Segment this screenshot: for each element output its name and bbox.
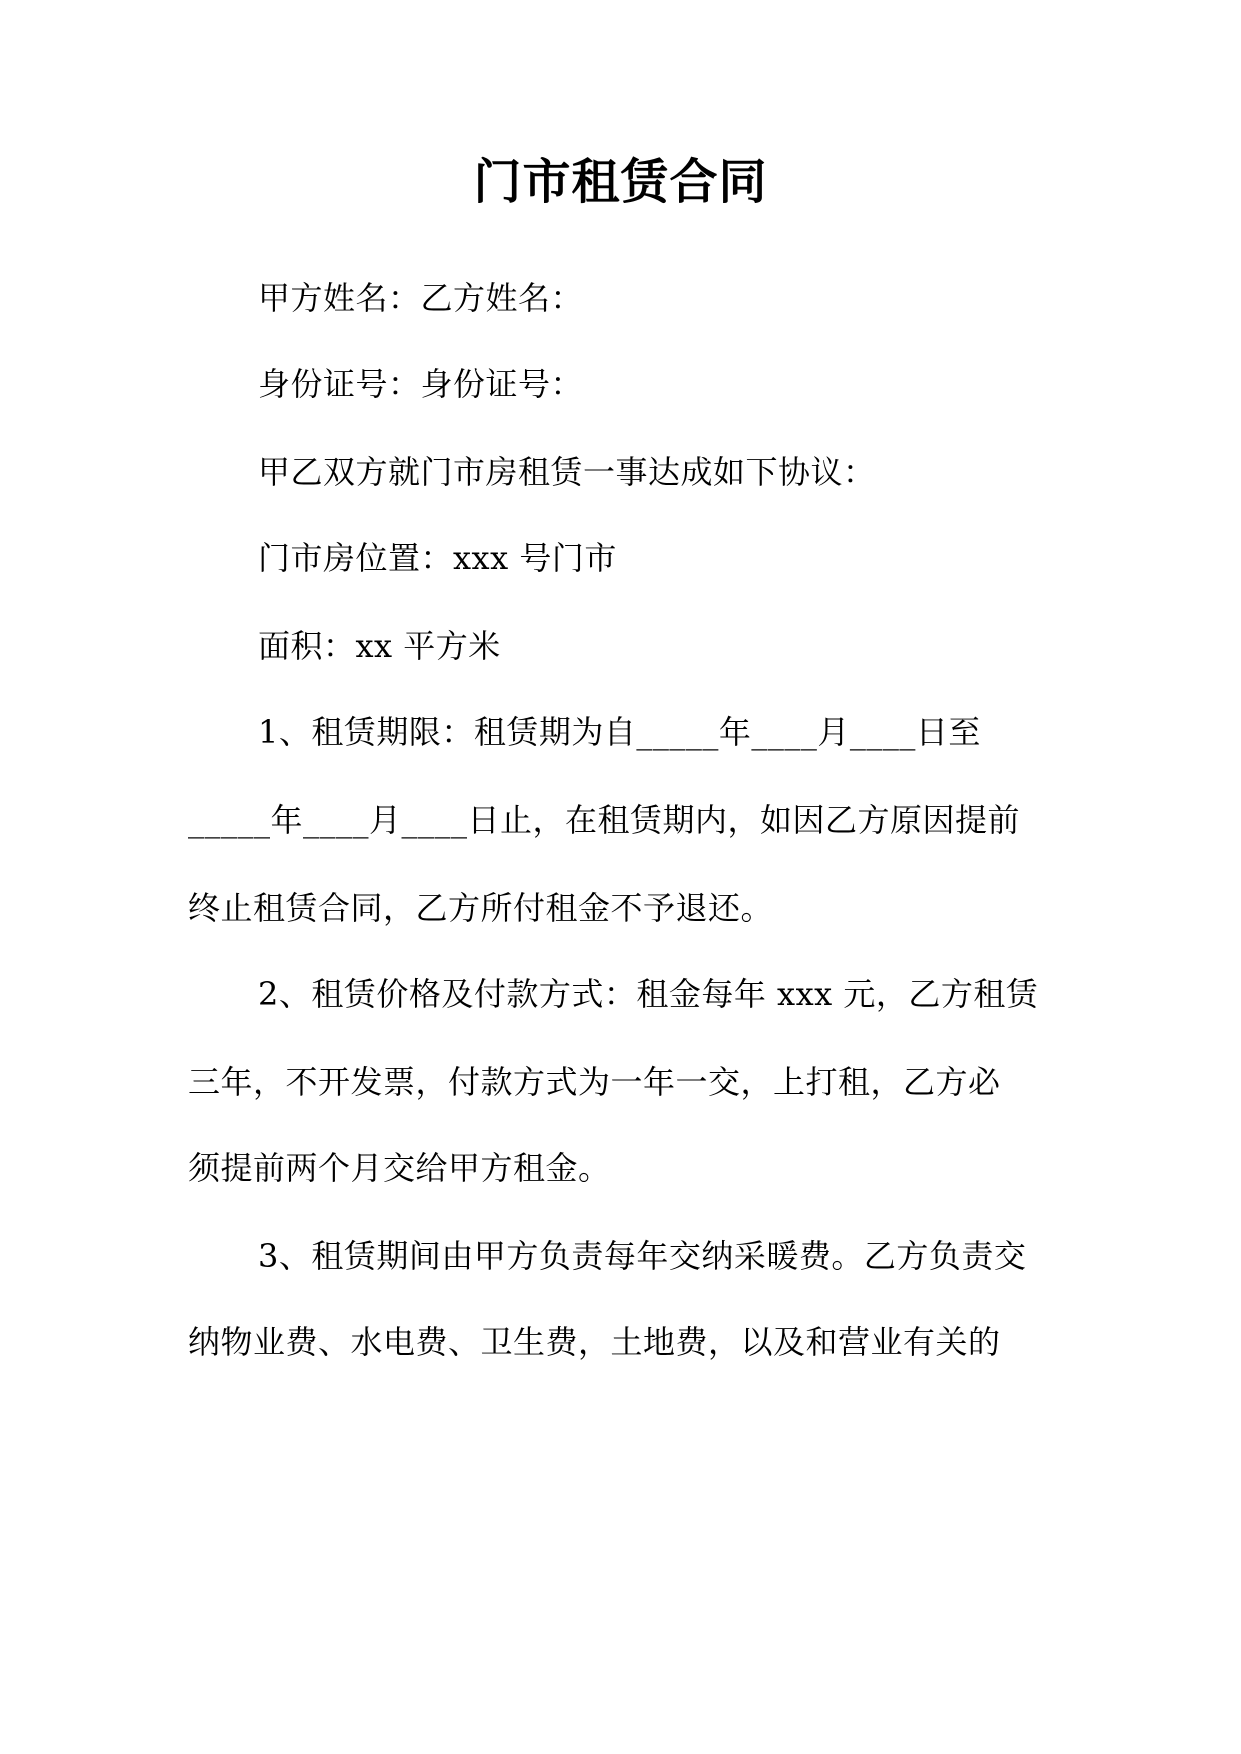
clause-2-line-3: 须提前两个月交给甲方租金。 xyxy=(188,1149,611,1187)
clause-2-line-2: 三年，不开发票，付款方式为一年一交，上打租，乙方必 xyxy=(188,1063,1001,1101)
agreement-intro-line: 甲乙双方就门市房租赁一事达成如下协议： xyxy=(258,453,876,491)
area-line: 面积：xx 平方米 xyxy=(258,627,501,665)
clause-3-line-2: 纳物业费、水电费、卫生费，土地费，以及和营业有关的 xyxy=(188,1323,1001,1361)
clause-1-line-3: 终止租赁合同，乙方所付租金不予退还。 xyxy=(188,889,774,927)
party-names-line: 甲方姓名：乙方姓名： xyxy=(258,279,584,317)
document-title: 门市租赁合同 xyxy=(473,154,768,210)
clause-1-line-1: 1、租赁期限：租赁期为自_____年____月____日至 xyxy=(258,713,981,751)
clause-2-line-1: 2、租赁价格及付款方式：租金每年 xxx 元，乙方租赁 xyxy=(258,975,1039,1013)
id-numbers-line: 身份证号：身份证号： xyxy=(258,365,584,403)
location-line: 门市房位置：xxx 号门市 xyxy=(258,539,617,577)
clause-3-line-1: 3、租赁期间由甲方负责每年交纳采暖费。乙方负责交 xyxy=(258,1237,1027,1275)
clause-1-line-2: _____年____月____日止，在租赁期内，如因乙方原因提前 xyxy=(188,801,1021,839)
